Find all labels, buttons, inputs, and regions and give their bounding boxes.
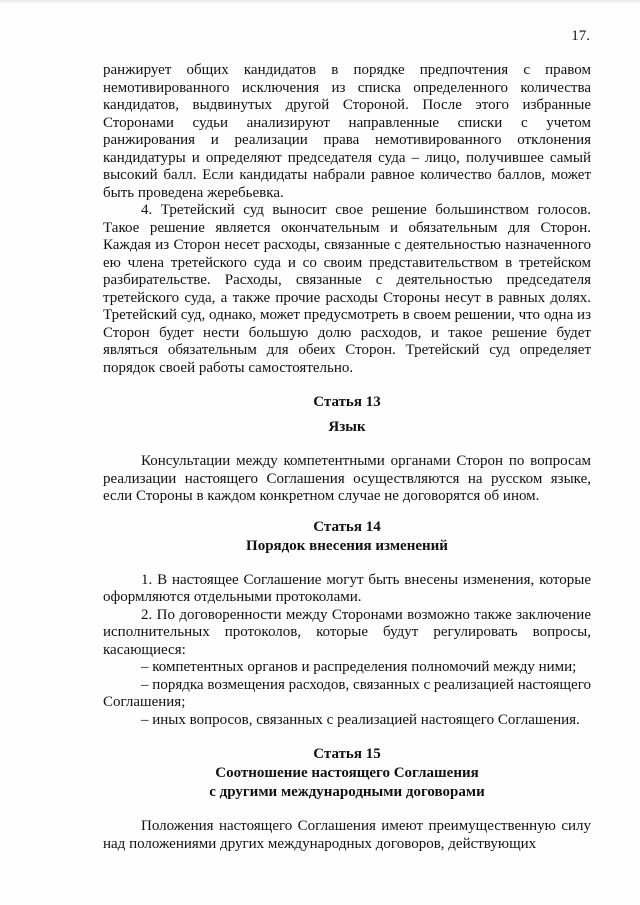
paragraph-amendments-1: 1. В настоящее Соглашение могут быть внесены изменения, которые оформляются отдельными протоколами. <box>103 571 591 605</box>
document-body <box>103 62 591 853</box>
article-14-title: Порядок внесения изменений <box>246 537 448 554</box>
scan-edge <box>0 0 640 4</box>
paragraph-language: Консультации между компетентными органами Сторон по вопросам реализации настоящего Соглашения осуществляются на русском языке, если Стороны в каждом конкретном случае не договорятся об ином. <box>103 453 591 504</box>
list-item-competent-bodies: – компетентных органов и распределения полномочий между ними; <box>141 659 577 675</box>
article-15-number: Статья 15 <box>313 746 381 762</box>
article-15-title-line2: с другими международными договорами <box>209 784 485 800</box>
list-item-expense-reimbursement: – порядка возмещения расходов, связанных с реализацией настоящего Соглашения; <box>103 676 591 710</box>
paragraph-amendments-2: 2. По договоренности между Сторонами возможно также заключение исполнительных протоколов, которые будут регулировать вопросы, касающиеся: <box>103 606 591 658</box>
article-13-title: Язык <box>328 419 366 435</box>
paragraph-precedence: Положения настоящего Соглашения имеют преимущественную силу над положениями других международных договоров, действующих <box>103 818 591 852</box>
paragraph-ranking-candidates: ранжирует общих кандидатов в порядке предпочтения с правом немотивированного исключения из списка определенного количества кандидатов, выдвинутых другой Стороной. После этого избранные Сторонами судьи анализируют направленные списки с учетом ранжирования и реализации права немотивированного отклонения кандидатуры и определяют председателя суда – лицо, получившее самый высокий балл. Если кандидаты набрали равное количество баллов, может быть проведена жеребьевка. <box>103 62 591 201</box>
list-item-other-issues: – иных вопросов, связанных с реализацией настоящего Соглашения. <box>141 711 580 728</box>
article-13-number: Статья 13 <box>313 394 381 410</box>
article-14-number: Статья 14 <box>313 518 381 535</box>
article-15-title-line1: Соотношение настоящего Соглашения <box>215 765 479 781</box>
paragraph-arbitration-decision: 4. Третейский суд выносит свое решение большинством голосов. Такое решение является окончательным и обязательным для Сторон. Каждая из Сторон несет расходы, связанные с деятельностью назначенного ею члена третейского суда и со своим представительством в третейском разбирательстве. Расходы, связанные с деятельностью председателя третейского суда, а также прочие расходы Стороны несут в равных долях. Третейский суд, однако, может предусмотреть в своем решении, что одна из Сторон будет нести большую долю расходов, и такое решение будет являться обязательным для обеих Сторон. Третейский суд определяет порядок своей работы самостоятельно. <box>103 202 591 376</box>
page-number: 17. <box>571 28 590 44</box>
